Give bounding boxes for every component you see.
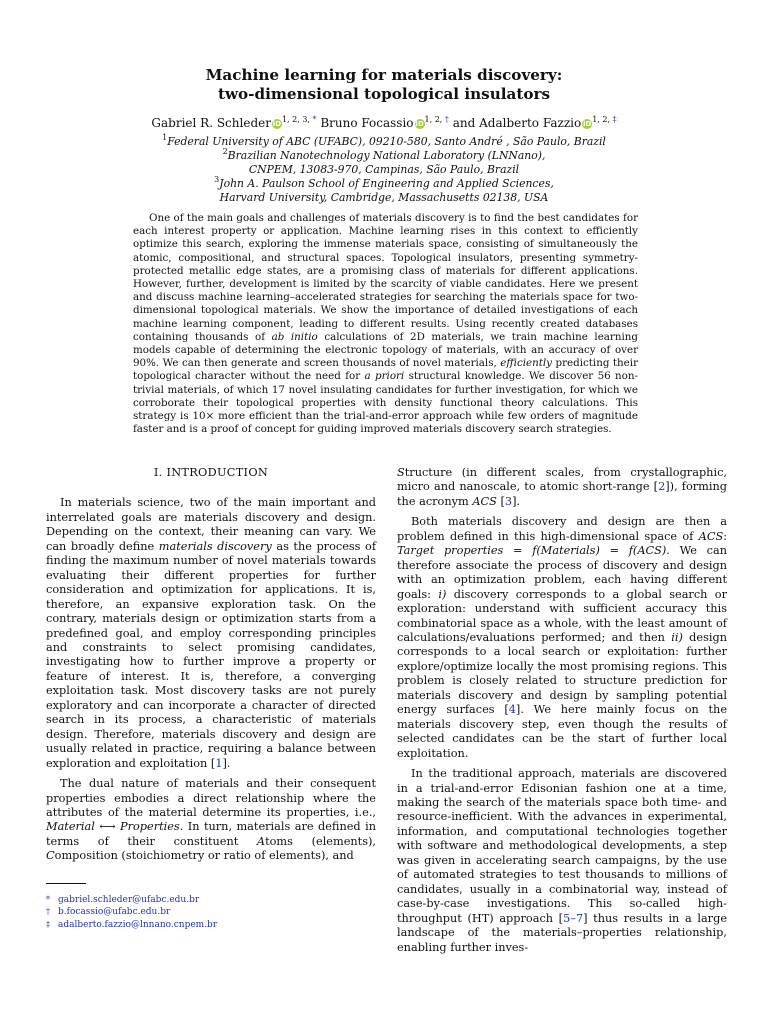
body-paragraph: In the traditional approach, materials are discovered in a trial-and-error Edisonian fashion one at a time, making the search of the materials space both time- and resource-inefficient. With the advances in experimental, information, and computational technologies together with software and methodological developments, a step was given in accelerating search campaigns, by the use of automated strategies to test thousands to millions of candidates, usually in a combinatorial way, instead of case-by-case investigations. This so-called high-throughput (HT) approach [5–7] thus results in a large landscape of the materials–properties relationship, enabling further inves-	[397, 767, 728, 954]
body-paragraph: Both materials discovery and design are then a problem defined in this high-dimensional space of ACS: Target properties = f(Materials) = f(ACS). We can therefore associate the process of discovery and design with an optimization problem, each having different goals: i) discovery corresponds to a global search or exploration: understand with sufficient accuracy this combinatorial space as a whole, with the least amount of calculations/evaluations performed; and then ii) design corresponds to a local search or exploitation: further explore/optimize locally the most promising regions. This problem is closely related to structure prediction for materials discovery and design by sampling potential energy surfaces [4]. We here mainly focus on the materials discovery step, even though the results of selected candidates can be the start of further local exploitation.	[397, 515, 728, 760]
footnote	[46, 919, 376, 931]
citation-link[interactable]: 1	[215, 756, 223, 770]
title-line-2: two-dimensional topological insulators	[217, 85, 551, 103]
footnote-link[interactable]: *	[312, 115, 317, 124]
footnote-link[interactable]: ‡	[612, 115, 617, 124]
author-name: Gabriel R. Schleder	[151, 116, 271, 130]
paper-title	[0, 66, 768, 104]
email-link[interactable]: gabriel.schleder@ufabc.edu.br	[58, 895, 200, 905]
footnote-divider	[46, 883, 86, 884]
abstract	[133, 212, 638, 436]
affiliation-list	[0, 135, 768, 205]
body-paragraph: In materials science, two of the main important and interrelated goals are materials discovery and design. Depending on the context, their meaning can vary. We can broadly define materials discovery as the process of finding the maximum number of novel materials towards evaluating their different properties for further consideration and optimization for applications. It is, therefore, an expansive exploration task. On the contrary, materials design or optimization starts from a predefined goal, and employ corresponding principles and constraints to select promising candidates, investigating how to further improve a property or feature of interest. It is, therefore, a converging exploitation task. Most discovery tasks are not purely exploratory and can incorporate a character of directed search in its process, a characteristic of materials design. Therefore, materials discovery and design are usually related in practice, requiring a balance between exploration and exploitation [1].	[46, 496, 377, 770]
email-link[interactable]: b.focassio@ufabc.edu.br	[58, 907, 171, 918]
author-affiliation-numbers: 1, 2, 3, *	[281, 115, 317, 124]
footnote	[46, 906, 376, 918]
citation-link[interactable]: 2	[658, 480, 666, 494]
author-conjunction: and	[452, 116, 476, 130]
footnote-mark: ‡	[46, 919, 50, 929]
title-line-1: Machine learning for materials discovery:	[205, 66, 563, 84]
citation-link[interactable]: 4	[508, 703, 516, 717]
body-paragraph: Structure (in different scales, from crystallographic, micro and nanoscale, to atomic short-range [2]), forming the acronym ACS [3].	[397, 466, 727, 508]
section-heading: I. INTRODUCTION	[153, 466, 269, 479]
orcid-icon[interactable]: iD	[272, 120, 282, 128]
author-name: Bruno Focassio	[320, 116, 414, 130]
body-paragraph: The dual nature of materials and their consequent properties embodies a direct relationship where the attributes of the material determine its properties, i.e., Material ⟷ Properties. In turn, materials are defined in terms of their constituent Atoms (elements), Composition (stoichiometry or ratio of elements), and	[46, 777, 376, 863]
affiliation: $^2$Brazilian Nanotechnology National Laboratory (LNNano),	[222, 147, 546, 162]
affiliation: $^3$John A. Paulson School of Engineering and Applied Sciences,	[214, 175, 554, 190]
citation-link[interactable]: 3	[504, 494, 513, 508]
abstract-paragraph: One of the main goals and challenges of materials discovery is to find the best candidates for each interest property or application. Machine learning rises in this context to efficiently optimize this search, exploring the immense materials space, consisting of simultaneously the atomic, compositional, and structural spaces. Topological insulators, presenting symmetry-protected metallic edge states, are a promising class of materials for different applications. However, further, development is limited by the scarcity of viable candidates. Here we present and discuss machine learning–accelerated strategies for searching the materials space for two-dimensional topological materials. We show the importance of detailed investigations of each machine learning component, leading to different results. Using recently created databases containing thousands of ab initio calculations of 2D materials, we train machine learning models capable of determining the electronic topology of materials, with an accuracy of over 90%. We can then generate and screen thousands of novel materials, efficiently predicting their topological character without the need for a priori structural knowledge. We discover 56 non-trivial materials, of which 17 novel insulating candidates for further investigation, for which we corroborate their topological properties with density functional theory calculations. This strategy is 10× more efficient than the trial-and-error approach while few orders of magnitude faster and is a proof of concept for guiding improved materials discovery search strategies.	[133, 212, 638, 436]
affiliation: CNPEM, 13083-970, Campinas, São Paulo, Brazil	[248, 163, 520, 176]
right-column	[397, 466, 727, 961]
orcid-icon[interactable]: iD	[583, 120, 592, 128]
citation-link[interactable]: 5–7	[563, 911, 584, 925]
affiliation: $^1$Federal University of ABC (UFABC), 09210-580, Santo André , São Paulo, Brazil	[162, 133, 606, 148]
author-list	[0, 115, 768, 131]
affiliation: Harvard University, Cambridge, Massachusetts 02138, USA	[219, 191, 549, 204]
author-affiliation-numbers: 1, 2, ‡	[592, 115, 617, 124]
footnote-list	[46, 894, 376, 931]
footnote-link[interactable]: †	[444, 115, 449, 124]
footnote-mark: †	[46, 907, 50, 917]
author-affiliation-numbers: 1, 2, †	[424, 115, 449, 124]
author-name: Adalberto Fazzio	[479, 116, 582, 130]
email-link[interactable]: adalberto.fazzio@lnnano.cnpem.br	[58, 919, 218, 930]
orcid-icon[interactable]: iD	[415, 120, 424, 128]
footnote-mark: *	[46, 895, 50, 904]
footnote	[46, 894, 376, 906]
left-column	[46, 466, 376, 870]
